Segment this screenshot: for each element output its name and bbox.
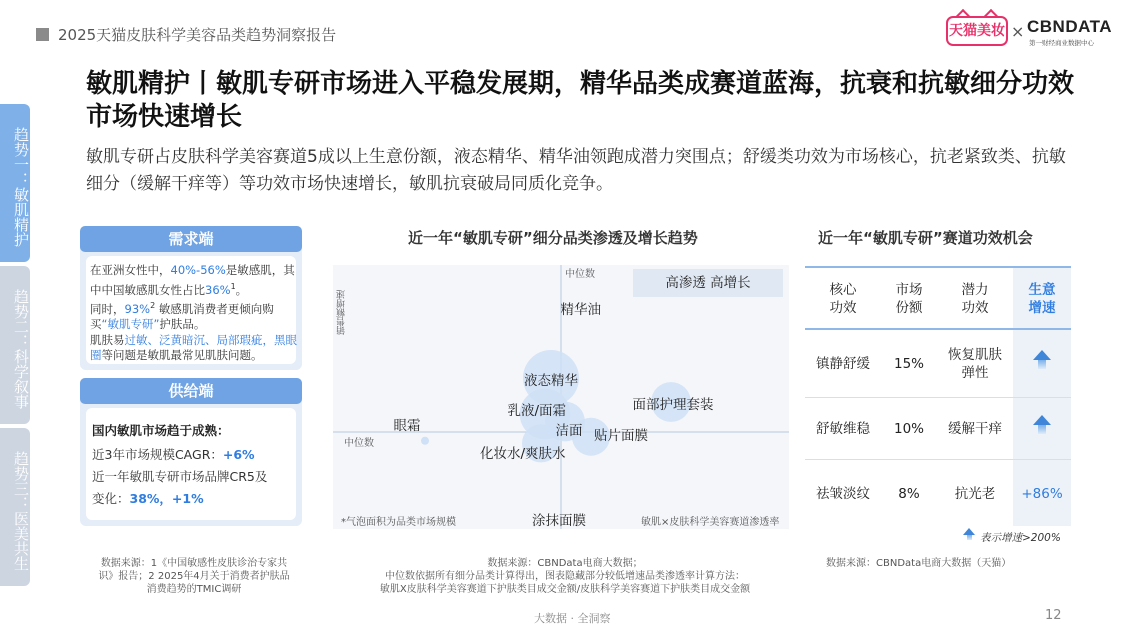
- row-core: 舒敏维稳: [816, 421, 870, 437]
- bubble-label: 面部护理套装: [632, 397, 714, 413]
- growth-arrow-icon: [1013, 398, 1071, 459]
- row-potential: 恢复肌肤弹性: [948, 347, 1002, 381]
- x-median-label: 中位数: [344, 438, 374, 449]
- bubble-label: 化妆水/爽肤水: [480, 446, 566, 463]
- page-headline: 敏肌精护丨敏肌专研市场进入平稳发展期，精华品类成赛道蓝海，抗衰和抗敏细分功效市场快速增长: [86, 69, 1075, 132]
- supply-cr5-label: 近一年敏肌专研市场品牌CR5及: [92, 469, 268, 484]
- bubble-label: 乳液/面霜: [507, 403, 567, 419]
- legend-text: 表示增速>200%: [980, 532, 1061, 544]
- source-right: 数据来源：CBNData电商大数据（天猫）: [826, 558, 1012, 569]
- supply-cagr: 近3年市场规模CAGR：+6%: [92, 447, 255, 462]
- supply-heading: 供给端: [80, 378, 302, 404]
- effect-table-title: 近一年“敏肌专研”赛道功效机会: [818, 229, 1033, 247]
- table-row: [805, 398, 1071, 460]
- header-share: 市场 份额: [895, 282, 923, 316]
- demand-text: 在亚洲女性中，40%-56%是敏感肌，其中中国敏感肌女性占比36%$^1$。 同时，93%$^2$ 敏感肌消费者更倾向购买“敏肌专研”护肤品。 肌肤易过敏、泛黄暗沉、局部瑕疵，黑眼圈等问题是敏肌最常见肌肤问题。: [90, 263, 297, 363]
- row-share: 10%: [893, 421, 924, 437]
- footer-slogan: 大数据 · 全洞察: [534, 612, 611, 625]
- tmall-beauty-logo: 天猫美妆: [946, 16, 1008, 46]
- row-share: 8%: [898, 486, 920, 502]
- y-median-label: 中位数: [565, 269, 595, 280]
- cbndata-logo: CBNDATA: [1027, 17, 1113, 36]
- row-share: 15%: [893, 356, 924, 372]
- bubble-label: 精华油: [560, 302, 601, 318]
- bubble-label: 液态精华: [524, 373, 578, 389]
- growth-arrow-icon: [1013, 330, 1071, 397]
- demand-heading: 需求端: [80, 226, 302, 252]
- x-axis-label: 敏肌×皮肤科学美容赛道渗透率: [641, 517, 780, 528]
- table-row: [805, 330, 1071, 398]
- side-tab-trend-2[interactable]: 趋势二：科学叙事: [0, 266, 30, 424]
- report-title: 2025天猫皮肤科学美容品类趋势洞察报告: [58, 26, 337, 44]
- side-tab-trend-3[interactable]: 趋势三：医美共生: [0, 428, 30, 586]
- table-row: [805, 460, 1071, 526]
- row-core: 镇静舒缓: [816, 356, 870, 372]
- row-core: 祛皱淡纹: [816, 486, 870, 502]
- y-axis-label: 销售额增速: [337, 290, 347, 335]
- header-growth: 生意 增速: [1013, 268, 1071, 328]
- logo-separator: ×: [1011, 22, 1025, 41]
- bubble-chart: [333, 265, 789, 529]
- header-square-icon: [36, 28, 49, 41]
- cbndata-logo-subtitle: 第一财经商业数据中心: [1029, 39, 1094, 47]
- row-growth: +86%: [1013, 460, 1071, 526]
- bubble-label: 贴片面膜: [594, 427, 648, 444]
- page-number: 12: [1045, 608, 1062, 623]
- bubble-label: 涂抹面膜: [532, 512, 586, 529]
- bubble-label: 洁面: [555, 422, 583, 439]
- source-left: 数据来源：1《中国敏感性皮肤诊治专家共 识》报告；2 2025年4月关于消费者护肤品 消费趋势的TMIC调研: [98, 558, 290, 595]
- bubble-label: 眼霜: [393, 417, 421, 434]
- page-summary: 敏肌专研占皮肤科学美容赛道5成以上生意份额，液态精华、精华油领跑成潜力突围点；舒缓类功效为市场核心，抗老紧致类、抗敏细分（缓解干痒等）等功效市场快速增长，敏肌抗衰破局同质化竞争。: [86, 147, 1066, 194]
- row-potential: 缓解干痒: [948, 421, 1002, 437]
- source-middle: 数据来源：CBNData电商大数据； 中位数依据所有细分品类计算得出，图表隐藏部分较低增速品类渗透率计算方法： 敏肌X皮肤科学美容赛道下护肤类目成交金额/皮肤科学美容赛道下护肤类目成交金额: [379, 558, 751, 595]
- header-potential: 潜力 功效: [961, 282, 989, 316]
- chart-title: 近一年“敏肌专研”细分品类渗透及增长趋势: [408, 229, 698, 247]
- header-core: 核心 功效: [829, 282, 857, 316]
- legend-arrow-icon: [963, 528, 975, 540]
- quadrant-label: 高渗透 高增长: [633, 269, 783, 297]
- table-header-row: [805, 266, 1071, 330]
- supply-cr5-value: 变化：38%，+1%: [92, 491, 204, 506]
- side-tab-trend-1[interactable]: 趋势一：敏肌精护: [0, 104, 30, 262]
- supply-title: 国内敏肌市场趋于成熟：: [92, 423, 230, 438]
- row-potential: 抗光老: [954, 486, 996, 502]
- bubble-size-note: *气泡面积为品类市场规模: [341, 517, 456, 528]
- bubble-dot-eye-cream: [421, 437, 429, 445]
